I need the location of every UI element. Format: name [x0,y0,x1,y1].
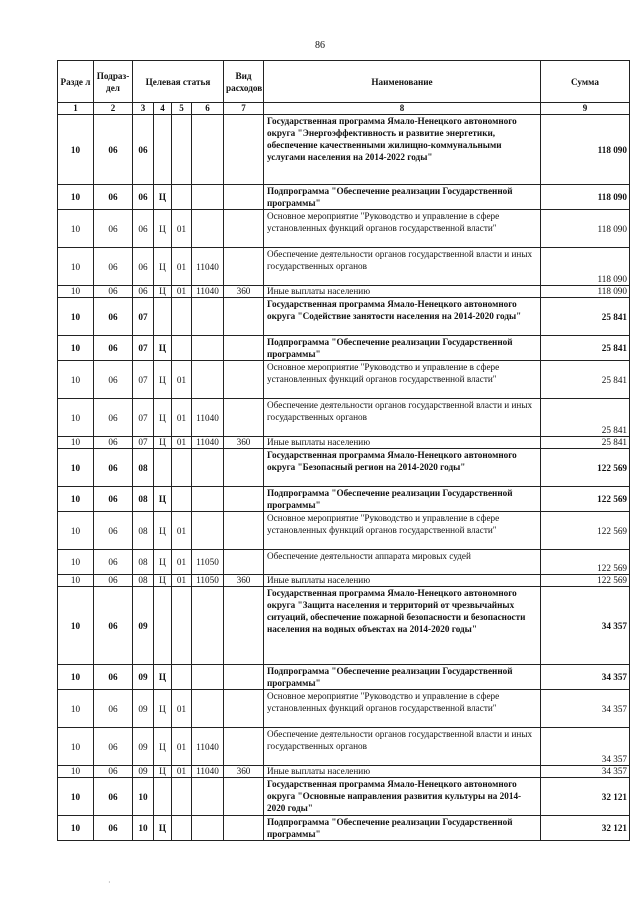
cell-subprogram: Ц [154,690,172,728]
cell-razdel: 10 [58,115,94,185]
cell-summa: 122 569 [541,487,630,512]
cell-summa: 25 841 [541,361,630,399]
cell-naimenovanie: Государственная программа Ямало-Ненецкого автономного округа "Содействие занятости населения на 2014-2020 годы" [264,298,541,336]
cell-subprogram: Ц [154,512,172,550]
table-row [58,361,630,399]
page-number: 86 [315,40,325,51]
cell-subprogram: Ц [154,185,172,210]
table-row [58,399,630,437]
cell-subprogram [154,587,172,665]
cell-razdel: 10 [58,512,94,550]
cell-vid-rashodov [224,210,264,248]
cell-event: 01 [172,728,192,766]
cell-podrazdel: 06 [94,185,133,210]
table-row [58,690,630,728]
table-row [58,437,630,449]
cell-summa: 34 357 [541,665,630,690]
cell-program: 09 [133,587,154,665]
cell-event [172,336,192,361]
cell-program: 08 [133,449,154,487]
cell-event: 01 [172,210,192,248]
cell-program: 09 [133,728,154,766]
cell-razdel: 10 [58,449,94,487]
cell-summa: 25 841 [541,437,630,449]
cell-vid-rashodov [224,399,264,437]
cell-direction: 11040 [192,399,224,437]
cell-event [172,778,192,816]
cell-event [172,185,192,210]
cell-razdel: 10 [58,185,94,210]
header-summa: Сумма [541,61,630,103]
cell-program: 06 [133,185,154,210]
cell-subprogram: Ц [154,361,172,399]
cell-vid-rashodov: 360 [224,286,264,298]
cell-podrazdel: 06 [94,210,133,248]
cell-naimenovanie: Иные выплаты населению [264,575,541,587]
cell-summa: 122 569 [541,512,630,550]
cell-vid-rashodov [224,690,264,728]
cell-naimenovanie: Обеспечение деятельности аппарата мировых судей [264,550,541,575]
column-number: 1 [58,103,94,115]
cell-event: 01 [172,437,192,449]
cell-subprogram: Ц [154,550,172,575]
cell-razdel: 10 [58,575,94,587]
cell-razdel: 10 [58,399,94,437]
table-row [58,766,630,778]
cell-summa: 25 841 [541,336,630,361]
cell-vid-rashodov [224,361,264,399]
cell-razdel: 10 [58,248,94,286]
table-row [58,728,630,766]
cell-vid-rashodov [224,487,264,512]
cell-podrazdel: 06 [94,336,133,361]
cell-subprogram [154,298,172,336]
cell-event [172,487,192,512]
cell-podrazdel: 06 [94,575,133,587]
cell-direction [192,185,224,210]
cell-razdel: 10 [58,778,94,816]
cell-program: 06 [133,248,154,286]
table-row [58,449,630,487]
cell-event [172,587,192,665]
column-number: 7 [224,103,264,115]
cell-subprogram: Ц [154,286,172,298]
cell-subprogram: Ц [154,816,172,841]
table-row [58,298,630,336]
column-number: 5 [172,103,192,115]
cell-direction: 11040 [192,728,224,766]
cell-razdel: 10 [58,336,94,361]
cell-subprogram: Ц [154,336,172,361]
cell-event: 01 [172,399,192,437]
cell-program: 06 [133,115,154,185]
cell-vid-rashodov [224,550,264,575]
cell-podrazdel: 06 [94,587,133,665]
cell-podrazdel: 06 [94,115,133,185]
cell-subprogram: Ц [154,487,172,512]
cell-event: 01 [172,766,192,778]
budget-table [57,60,630,841]
cell-direction [192,210,224,248]
cell-vid-rashodov [224,248,264,286]
cell-naimenovanie: Государственная программа Ямало-Ненецкого автономного округа "Основные направления развития культуры на 2014-2020 годы" [264,778,541,816]
cell-summa: 118 090 [541,248,630,286]
cell-event: 01 [172,690,192,728]
cell-naimenovanie: Иные выплаты населению [264,286,541,298]
cell-event: 01 [172,286,192,298]
header-naimenovanie: Наименование [264,61,541,103]
cell-naimenovanie: Подпрограмма "Обеспечение реализации Государственной программы" [264,185,541,210]
cell-vid-rashodov [224,816,264,841]
cell-summa: 32 121 [541,816,630,841]
table-row [58,575,630,587]
cell-podrazdel: 06 [94,248,133,286]
cell-naimenovanie: Основное мероприятие "Руководство и управление в сфере установленных функций органов государственной власти" [264,361,541,399]
cell-event: 01 [172,361,192,399]
table-row [58,185,630,210]
column-number: 6 [192,103,224,115]
cell-podrazdel: 06 [94,487,133,512]
cell-event [172,665,192,690]
table-row [58,487,630,512]
cell-direction [192,816,224,841]
cell-razdel: 10 [58,587,94,665]
cell-razdel: 10 [58,298,94,336]
cell-program: 07 [133,399,154,437]
cell-summa: 34 357 [541,690,630,728]
cell-direction [192,336,224,361]
cell-podrazdel: 06 [94,512,133,550]
cell-podrazdel: 06 [94,437,133,449]
cell-program: 09 [133,690,154,728]
cell-vid-rashodov [224,512,264,550]
cell-direction: 11040 [192,248,224,286]
cell-razdel: 10 [58,816,94,841]
scan-mark: · [108,878,111,887]
cell-naimenovanie: Обеспечение деятельности органов государственной власти и иных государственных органов [264,728,541,766]
cell-podrazdel: 06 [94,449,133,487]
cell-summa: 25 841 [541,399,630,437]
cell-event: 01 [172,512,192,550]
cell-direction [192,487,224,512]
cell-subprogram: Ц [154,575,172,587]
table-header-row [58,61,630,103]
cell-direction: 11040 [192,437,224,449]
cell-naimenovanie: Основное мероприятие "Руководство и управление в сфере установленных функций органов государственной власти" [264,690,541,728]
table-row [58,248,630,286]
cell-event [172,115,192,185]
cell-vid-rashodov [224,449,264,487]
cell-direction [192,587,224,665]
cell-podrazdel: 06 [94,766,133,778]
column-number: 4 [154,103,172,115]
cell-direction: 11050 [192,550,224,575]
cell-direction [192,665,224,690]
cell-event [172,816,192,841]
cell-event [172,298,192,336]
table-row [58,115,630,185]
cell-podrazdel: 06 [94,816,133,841]
cell-subprogram: Ц [154,210,172,248]
cell-direction [192,512,224,550]
cell-program: 07 [133,437,154,449]
cell-vid-rashodov [224,115,264,185]
cell-direction: 11040 [192,766,224,778]
cell-podrazdel: 06 [94,550,133,575]
table-row [58,550,630,575]
cell-naimenovanie: Государственная программа Ямало-Ненецкого автономного округа "Безопасный регион на 2014-2020 годы" [264,449,541,487]
table-row [58,816,630,841]
column-number: 8 [264,103,541,115]
cell-naimenovanie: Обеспечение деятельности органов государственной власти и иных государственных органов [264,248,541,286]
cell-naimenovanie: Подпрограмма "Обеспечение реализации Государственной программы" [264,487,541,512]
cell-program: 10 [133,778,154,816]
table-row [58,512,630,550]
cell-subprogram [154,115,172,185]
cell-podrazdel: 06 [94,665,133,690]
table-row [58,587,630,665]
header-razdel: Разде л [58,61,94,103]
cell-direction: 11050 [192,575,224,587]
cell-event [172,449,192,487]
table-row [58,336,630,361]
cell-vid-rashodov [224,728,264,766]
cell-summa: 118 090 [541,286,630,298]
cell-summa: 118 090 [541,210,630,248]
cell-subprogram: Ц [154,728,172,766]
column-number: 9 [541,103,630,115]
cell-summa: 122 569 [541,449,630,487]
cell-program: 07 [133,298,154,336]
column-number: 3 [133,103,154,115]
cell-podrazdel: 06 [94,690,133,728]
cell-naimenovanie: Государственная программа Ямало-Ненецкого автономного округа "Защита населения и территорий от чрезвычайных ситуаций, обеспечение пожарной безопасности и безопасности населения на водных объектах на 2014-2020 годы" [264,587,541,665]
cell-summa: 32 121 [541,778,630,816]
cell-summa: 34 357 [541,728,630,766]
cell-podrazdel: 06 [94,361,133,399]
cell-direction: 11040 [192,286,224,298]
cell-naimenovanie: Обеспечение деятельности органов государственной власти и иных государственных органов [264,399,541,437]
cell-naimenovanie: Подпрограмма "Обеспечение реализации Государственной программы" [264,665,541,690]
header-podrazdel: Подраз- дел [94,61,133,103]
cell-subprogram [154,449,172,487]
cell-program: 09 [133,766,154,778]
cell-program: 10 [133,816,154,841]
cell-podrazdel: 06 [94,298,133,336]
table-column-numbers-row [58,103,630,115]
cell-razdel: 10 [58,487,94,512]
cell-program: 09 [133,665,154,690]
header-vid-rashodov: Вид расходов [224,61,264,103]
cell-summa: 118 090 [541,185,630,210]
cell-event: 01 [172,550,192,575]
cell-program: 07 [133,361,154,399]
cell-naimenovanie: Государственная программа Ямало-Ненецкого автономного округа "Энергоэффективность и развитие энергетики, обеспечение качественными жилищно-коммунальными услугами населения на 2014-2022 годы" [264,115,541,185]
cell-program: 07 [133,336,154,361]
cell-naimenovanie: Основное мероприятие "Руководство и управление в сфере установленных функций органов государственной власти" [264,210,541,248]
cell-direction [192,449,224,487]
cell-vid-rashodov [224,185,264,210]
cell-subprogram: Ц [154,437,172,449]
cell-summa: 118 090 [541,115,630,185]
cell-subprogram: Ц [154,399,172,437]
cell-razdel: 10 [58,665,94,690]
cell-vid-rashodov: 360 [224,766,264,778]
cell-vid-rashodov: 360 [224,575,264,587]
cell-vid-rashodov: 360 [224,437,264,449]
table-row [58,778,630,816]
cell-direction [192,115,224,185]
cell-event: 01 [172,575,192,587]
cell-naimenovanie: Иные выплаты населению [264,766,541,778]
cell-vid-rashodov [224,587,264,665]
cell-razdel: 10 [58,437,94,449]
cell-event: 01 [172,248,192,286]
cell-program: 08 [133,487,154,512]
header-celevaya-statya: Целевая статья [133,61,224,103]
cell-program: 06 [133,286,154,298]
cell-summa: 25 841 [541,298,630,336]
cell-direction [192,690,224,728]
cell-program: 08 [133,512,154,550]
cell-program: 08 [133,575,154,587]
cell-program: 08 [133,550,154,575]
cell-subprogram: Ц [154,248,172,286]
cell-program: 06 [133,210,154,248]
cell-razdel: 10 [58,361,94,399]
cell-podrazdel: 06 [94,399,133,437]
cell-subprogram: Ц [154,766,172,778]
cell-subprogram [154,778,172,816]
table-row [58,210,630,248]
cell-vid-rashodov [224,336,264,361]
table-body [58,115,630,841]
cell-direction [192,361,224,399]
cell-naimenovanie: Подпрограмма "Обеспечение реализации Государственной программы" [264,816,541,841]
cell-vid-rashodov [224,665,264,690]
cell-direction [192,298,224,336]
cell-razdel: 10 [58,690,94,728]
cell-razdel: 10 [58,550,94,575]
cell-direction [192,778,224,816]
cell-razdel: 10 [58,286,94,298]
column-number: 2 [94,103,133,115]
cell-summa: 122 569 [541,550,630,575]
cell-razdel: 10 [58,766,94,778]
table-row [58,286,630,298]
cell-vid-rashodov [224,298,264,336]
cell-naimenovanie: Иные выплаты населению [264,437,541,449]
cell-naimenovanie: Основное мероприятие "Руководство и управление в сфере установленных функций органов государственной власти" [264,512,541,550]
cell-summa: 34 357 [541,766,630,778]
cell-subprogram: Ц [154,665,172,690]
cell-podrazdel: 06 [94,778,133,816]
cell-vid-rashodov [224,778,264,816]
cell-podrazdel: 06 [94,286,133,298]
cell-summa: 122 569 [541,575,630,587]
cell-naimenovanie: Подпрограмма "Обеспечение реализации Государственной программы" [264,336,541,361]
cell-razdel: 10 [58,210,94,248]
cell-razdel: 10 [58,728,94,766]
cell-summa: 34 357 [541,587,630,665]
table-row [58,665,630,690]
cell-podrazdel: 06 [94,728,133,766]
